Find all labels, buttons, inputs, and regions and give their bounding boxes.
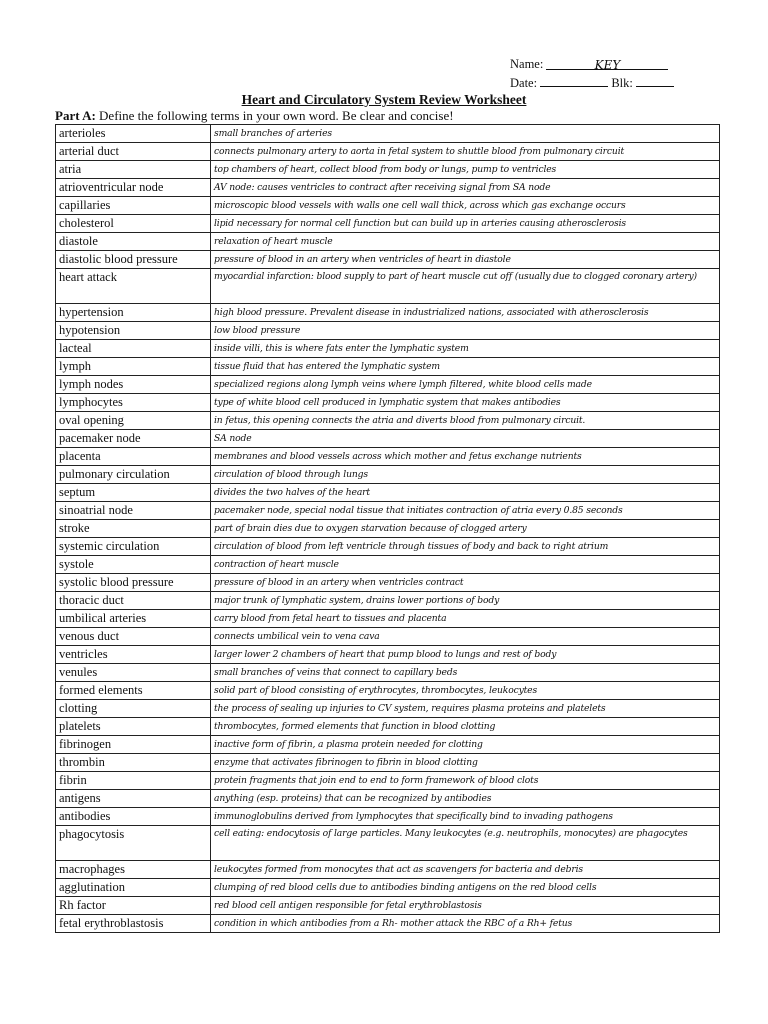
term-cell: pacemaker node bbox=[56, 430, 211, 448]
term-cell: formed elements bbox=[56, 682, 211, 700]
table-row bbox=[56, 826, 720, 861]
definition-cell: circulation of blood through lungs bbox=[211, 466, 720, 484]
table-row bbox=[56, 340, 720, 358]
definition-cell: divides the two halves of the heart bbox=[211, 484, 720, 502]
table-row bbox=[56, 897, 720, 915]
date-label: Date: bbox=[510, 76, 538, 90]
name-value: KEY bbox=[594, 58, 621, 72]
term-cell: antibodies bbox=[56, 808, 211, 826]
definition-cell: lipid necessary for normal cell function but can build up in arteries causing atherosclerosis bbox=[211, 215, 720, 233]
table-row bbox=[56, 143, 720, 161]
part-a-text: Define the following terms in your own word. Be clear and concise! bbox=[99, 108, 454, 123]
term-cell: phagocytosis bbox=[56, 826, 211, 861]
definition-cell: type of white blood cell produced in lymphatic system that makes antibodies bbox=[211, 394, 720, 412]
definition-cell: high blood pressure. Prevalent disease in industrialized nations, associated with atherosclerosis bbox=[211, 304, 720, 322]
term-cell: oval opening bbox=[56, 412, 211, 430]
table-row bbox=[56, 879, 720, 897]
table-row bbox=[56, 520, 720, 538]
term-cell: atrioventricular node bbox=[56, 179, 211, 197]
table-row bbox=[56, 736, 720, 754]
table-row bbox=[56, 538, 720, 556]
table-row bbox=[56, 430, 720, 448]
table-row bbox=[56, 412, 720, 430]
definition-cell: circulation of blood from left ventricle through tissues of body and back to right atrium bbox=[211, 538, 720, 556]
worksheet-title: Heart and Circulatory System Review Worksheet bbox=[241, 92, 527, 107]
table-row bbox=[56, 197, 720, 215]
table-row bbox=[56, 610, 720, 628]
table-row bbox=[56, 861, 720, 879]
table-row bbox=[56, 808, 720, 826]
definition-cell: SA node bbox=[211, 430, 720, 448]
term-cell: hypotension bbox=[56, 322, 211, 340]
definition-cell: tissue fluid that has entered the lymphatic system bbox=[211, 358, 720, 376]
definition-cell: microscopic blood vessels with walls one cell wall thick, across which gas exchange occurs bbox=[211, 197, 720, 215]
definition-cell: condition in which antibodies from a Rh- mother attack the RBC of a Rh+ fetus bbox=[211, 915, 720, 933]
term-cell: atria bbox=[56, 161, 211, 179]
table-row bbox=[56, 322, 720, 340]
table-row bbox=[56, 574, 720, 592]
definition-cell: cell eating: endocytosis of large particles. Many leukocytes (e.g. neutrophils, monocytes) are phagocytes bbox=[211, 826, 720, 861]
definition-cell: carry blood from fetal heart to tissues and placenta bbox=[211, 610, 720, 628]
term-cell: agglutination bbox=[56, 879, 211, 897]
date-field bbox=[540, 74, 608, 87]
term-cell: stroke bbox=[56, 520, 211, 538]
term-cell: Rh factor bbox=[56, 897, 211, 915]
definitions-table bbox=[55, 124, 720, 933]
term-cell: fetal erythroblastosis bbox=[56, 915, 211, 933]
definition-cell: protein fragments that join end to end to form framework of blood clots bbox=[211, 772, 720, 790]
term-cell: clotting bbox=[56, 700, 211, 718]
definition-cell: connects pulmonary artery to aorta in fetal system to shuttle blood from pulmonary circuit bbox=[211, 143, 720, 161]
definition-cell: pressure of blood in an artery when ventricles contract bbox=[211, 574, 720, 592]
date-line bbox=[510, 74, 674, 91]
term-cell: venous duct bbox=[56, 628, 211, 646]
table-row bbox=[56, 754, 720, 772]
term-cell: umbilical arteries bbox=[56, 610, 211, 628]
table-row bbox=[56, 915, 720, 933]
definition-cell: contraction of heart muscle bbox=[211, 556, 720, 574]
table-row bbox=[56, 161, 720, 179]
table-row bbox=[56, 646, 720, 664]
definition-cell: small branches of arteries bbox=[211, 125, 720, 143]
definition-cell: relaxation of heart muscle bbox=[211, 233, 720, 251]
term-cell: pulmonary circulation bbox=[56, 466, 211, 484]
definition-cell: thrombocytes, formed elements that function in blood clotting bbox=[211, 718, 720, 736]
term-cell: lymphocytes bbox=[56, 394, 211, 412]
definition-cell: clumping of red blood cells due to antibodies binding antigens on the red blood cells bbox=[211, 879, 720, 897]
term-cell: systemic circulation bbox=[56, 538, 211, 556]
term-cell: platelets bbox=[56, 718, 211, 736]
term-cell: lacteal bbox=[56, 340, 211, 358]
definition-cell: membranes and blood vessels across which mother and fetus exchange nutrients bbox=[211, 448, 720, 466]
term-cell: thoracic duct bbox=[56, 592, 211, 610]
definition-cell: part of brain dies due to oxygen starvation because of clogged artery bbox=[211, 520, 720, 538]
table-row bbox=[56, 376, 720, 394]
term-cell: ventricles bbox=[56, 646, 211, 664]
term-cell: cholesterol bbox=[56, 215, 211, 233]
term-cell: capillaries bbox=[56, 197, 211, 215]
name-label: Name: bbox=[510, 57, 544, 71]
term-cell: arterial duct bbox=[56, 143, 211, 161]
definition-cell: myocardial infarction: blood supply to part of heart muscle cut off (usually due to clogged coronary artery) bbox=[211, 269, 720, 304]
table-row bbox=[56, 466, 720, 484]
table-row bbox=[56, 790, 720, 808]
definition-cell: solid part of blood consisting of erythrocytes, thrombocytes, leukocytes bbox=[211, 682, 720, 700]
table-row bbox=[56, 664, 720, 682]
term-cell: fibrin bbox=[56, 772, 211, 790]
term-cell: placenta bbox=[56, 448, 211, 466]
table-row bbox=[56, 718, 720, 736]
table-row bbox=[56, 233, 720, 251]
part-a-instructions bbox=[55, 108, 454, 124]
term-cell: sinoatrial node bbox=[56, 502, 211, 520]
table-row bbox=[56, 215, 720, 233]
part-a-label: Part A: bbox=[55, 108, 96, 123]
definition-cell: the process of sealing up injuries to CV system, requires plasma proteins and platelets bbox=[211, 700, 720, 718]
term-cell: lymph bbox=[56, 358, 211, 376]
table-row bbox=[56, 358, 720, 376]
name-field bbox=[546, 57, 668, 70]
definition-cell: inactive form of fibrin, a plasma protein needed for clotting bbox=[211, 736, 720, 754]
definition-cell: connects umbilical vein to vena cava bbox=[211, 628, 720, 646]
definitions-table-body bbox=[56, 125, 720, 933]
blk-label: Blk: bbox=[611, 76, 633, 90]
table-row bbox=[56, 251, 720, 269]
definition-cell: specialized regions along lymph veins where lymph filtered, white blood cells made bbox=[211, 376, 720, 394]
name-line bbox=[510, 57, 668, 72]
table-row bbox=[56, 125, 720, 143]
term-cell: diastolic blood pressure bbox=[56, 251, 211, 269]
definition-cell: major trunk of lymphatic system, drains lower portions of body bbox=[211, 592, 720, 610]
definition-cell: low blood pressure bbox=[211, 322, 720, 340]
term-cell: arterioles bbox=[56, 125, 211, 143]
definition-cell: pressure of blood in an artery when ventricles of heart in diastole bbox=[211, 251, 720, 269]
term-cell: fibrinogen bbox=[56, 736, 211, 754]
term-cell: antigens bbox=[56, 790, 211, 808]
term-cell: systolic blood pressure bbox=[56, 574, 211, 592]
table-row bbox=[56, 682, 720, 700]
table-row bbox=[56, 700, 720, 718]
term-cell: diastole bbox=[56, 233, 211, 251]
term-cell: heart attack bbox=[56, 269, 211, 304]
table-row bbox=[56, 394, 720, 412]
definition-cell: pacemaker node, special nodal tissue that initiates contraction of atria every 0.85 seconds bbox=[211, 502, 720, 520]
table-row bbox=[56, 179, 720, 197]
table-row bbox=[56, 304, 720, 322]
definition-cell: red blood cell antigen responsible for fetal erythroblastosis bbox=[211, 897, 720, 915]
term-cell: venules bbox=[56, 664, 211, 682]
term-cell: hypertension bbox=[56, 304, 211, 322]
definition-cell: top chambers of heart, collect blood from body or lungs, pump to ventricles bbox=[211, 161, 720, 179]
term-cell: systole bbox=[56, 556, 211, 574]
table-row bbox=[56, 772, 720, 790]
table-row bbox=[56, 502, 720, 520]
term-cell: septum bbox=[56, 484, 211, 502]
table-row bbox=[56, 484, 720, 502]
blk-field bbox=[636, 74, 674, 87]
definition-cell: small branches of veins that connect to capillary beds bbox=[211, 664, 720, 682]
definition-cell: immunoglobulins derived from lymphocytes that specifically bind to invading pathogens bbox=[211, 808, 720, 826]
definition-cell: inside villi, this is where fats enter the lymphatic system bbox=[211, 340, 720, 358]
term-cell: macrophages bbox=[56, 861, 211, 879]
term-cell: lymph nodes bbox=[56, 376, 211, 394]
definition-cell: anything (esp. proteins) that can be recognized by antibodies bbox=[211, 790, 720, 808]
term-cell: thrombin bbox=[56, 754, 211, 772]
table-row bbox=[56, 448, 720, 466]
definition-cell: enzyme that activates fibrinogen to fibrin in blood clotting bbox=[211, 754, 720, 772]
table-row bbox=[56, 269, 720, 304]
table-row bbox=[56, 592, 720, 610]
table-row bbox=[56, 556, 720, 574]
definition-cell: leukocytes formed from monocytes that act as scavengers for bacteria and debris bbox=[211, 861, 720, 879]
definition-cell: in fetus, this opening connects the atria and diverts blood from pulmonary circuit. bbox=[211, 412, 720, 430]
table-row bbox=[56, 628, 720, 646]
definition-cell: larger lower 2 chambers of heart that pump blood to lungs and rest of body bbox=[211, 646, 720, 664]
definition-cell: AV node: causes ventricles to contract after receiving signal from SA node bbox=[211, 179, 720, 197]
